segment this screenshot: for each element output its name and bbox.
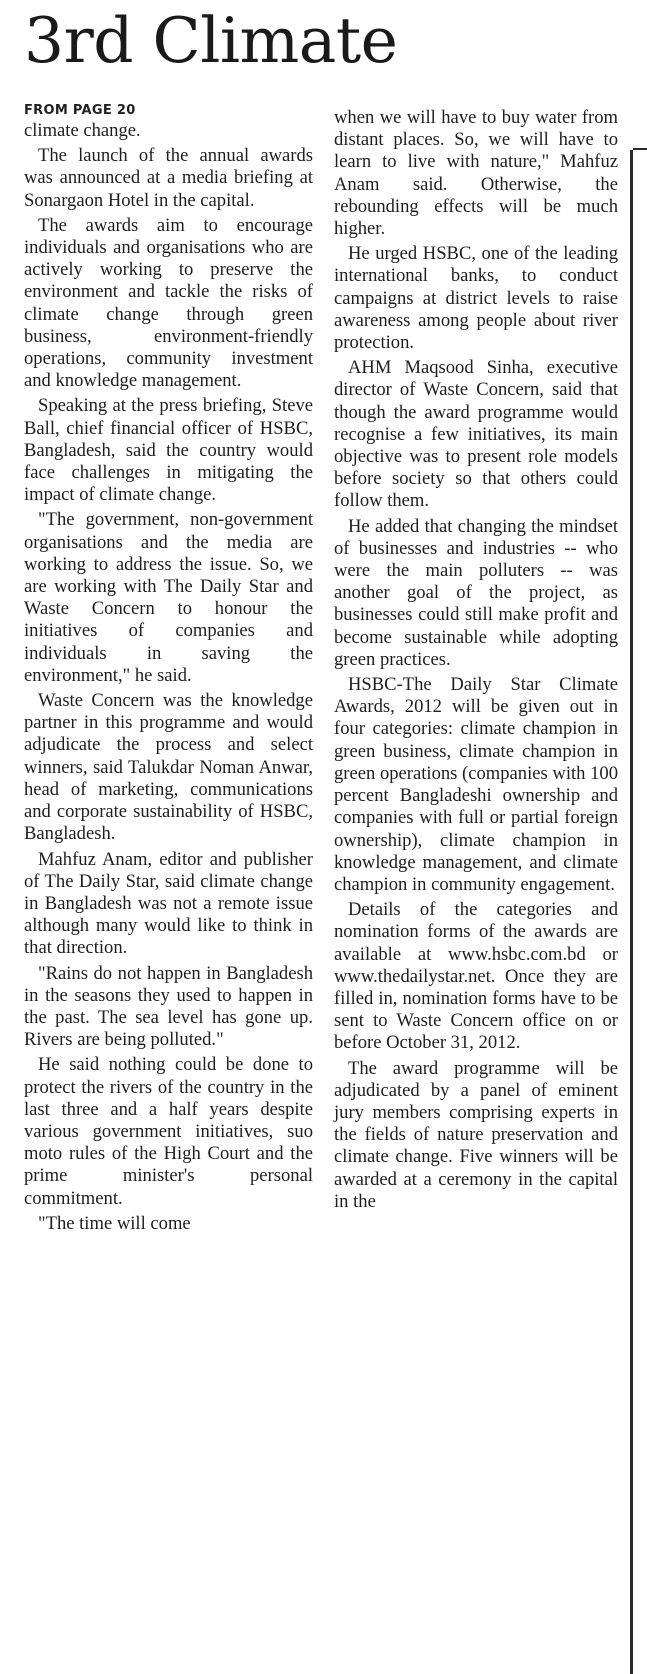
paragraph: "Rains do not happen in Bangladesh in the seasons they used to happen in the past. The sea level has gone up. Rivers are being polluted."	[24, 962, 313, 1051]
paragraph: climate change.	[24, 120, 141, 141]
paragraph: Speaking at the press briefing, Steve Ball, chief financial officer of HSBC, Bangladesh, said the country would face challenges in mitigating the impact of climate change.	[24, 395, 313, 506]
column-rule-tick	[633, 148, 647, 150]
paragraph: Details of the categories and nomination forms of the awards are available at www.hsbc.com.bd or www.thedailystar.net. Once they are filled in, nomination forms have to be sent to Waste Concern office on or before October 31, 2012.	[334, 899, 618, 1054]
article-column-right	[334, 107, 618, 1216]
paragraph: He urged HSBC, one of the leading international banks, to conduct campaigns at district levels to raise awareness among people about river protection.	[334, 243, 618, 354]
paragraph: Waste Concern was the knowledge partner in this programme and would adjudicate the process and select winners, said Talukdar Noman Anwar, head of marketing, communications and corporate sustainability of HSBC, Bangladesh.	[24, 690, 313, 845]
paragraph: He added that changing the mindset of businesses and industries -- who were the main polluters -- was another goal of the project, as businesses could still make profit and become sustainable while adopting green practices.	[334, 515, 618, 670]
paragraph: "The time will come	[38, 1212, 191, 1234]
paragraph: HSBC-The Daily Star Climate Awards, 2012 will be given out in four categories: climate champion in green business, climate champion in green operations (companies with 100 percent Bangladeshi ownership and companies with full or partial foreign ownership), climate champion in knowledge management, and climate champion in community engagement.	[334, 674, 618, 895]
jump-label: FROM PAGE 20	[24, 103, 136, 118]
paragraph: when we will have to buy water from distant places. So, we will have to learn to live with nature," Mahfuz Anam said. Otherwise, the rebounding effects will be much higher.	[334, 107, 618, 240]
paragraph: The award programme will be adjudicated by a panel of eminent jury members comprising experts in the fields of nature preservation and climate change. Five winners will be awarded at a ceremony in the capital in the	[334, 1057, 618, 1212]
paragraph: He said nothing could be done to protect the rivers of the country in the last three and a half years despite various government initiatives, suo moto rules of the High Court and the prime minister's personal commitment.	[24, 1054, 313, 1209]
paragraph: "The government, non-government organisations and the media are working to address the issue. So, we are working with The Daily Star and Waste Concern to honour the initiatives of companies and individuals in saving the environment," he said.	[24, 509, 313, 686]
paragraph: The launch of the annual awards was announced at a media briefing at Sonargaon Hotel in the capital.	[24, 145, 313, 211]
headline: 3rd Climate	[24, 4, 398, 77]
paragraph: The awards aim to encourage individuals and organisations who are actively working to preserve the environment and tackle the risks of climate change through green business, environment-friendly operations, community investment and knowledge management.	[24, 214, 313, 392]
column-divider-rule	[630, 150, 633, 1674]
paragraph: Mahfuz Anam, editor and publisher of The Daily Star, said climate change in Bangladesh was not a remote issue although many would like to think in that direction.	[24, 848, 313, 959]
paragraph: AHM Maqsood Sinha, executive director of Waste Concern, said that though the award programme would recognise a few initiatives, its main objective was to present role models before society so that others could follow them.	[334, 357, 618, 512]
article-column-left	[24, 103, 313, 1238]
